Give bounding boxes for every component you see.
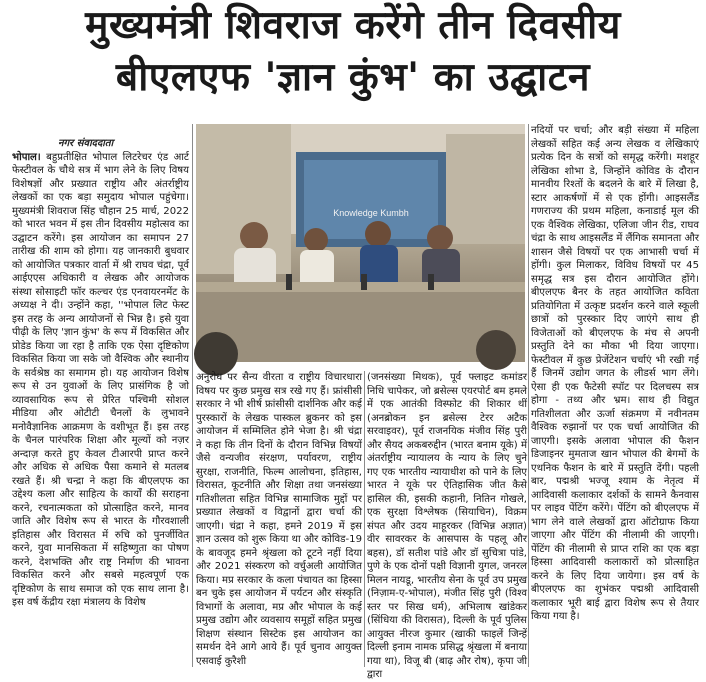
photo-microphone-3 [428, 274, 434, 290]
headline-line-2: बीएलएफ 'ज्ञान कुंभ' का उद्घाटन [115, 55, 591, 100]
photo-table [196, 282, 525, 362]
article-column-1 [12, 137, 189, 667]
column-divider [364, 371, 365, 667]
photo-illustration [196, 124, 525, 362]
photo-banner-text: Knowledge Kumbh [333, 208, 409, 218]
column-divider [528, 124, 529, 667]
photo-table-edge [196, 282, 525, 292]
headline-line-1: मुख्यमंत्री शिवराज करेंगे तीन दिवसीय [85, 3, 621, 48]
column-divider [192, 124, 193, 667]
article-body-1: बहुप्रतीक्षित भोपाल लिटरेचर एंड आर्ट फेस्टीवल के चौथे सत्र में भाग लेने के लिए विषय विशेषज्ञों और प्रख्यात राष्ट्रीय और अंतर्राष्ट्रीय लेखकों का एक बड़ा समुदाय भोपाल पहुंचेगा। मुख्यमंत्री शिवराज सिंह चौहान 25 मार्च, 2022 को भारत भवन में इस तीन दिवसीय महोत्सव का उद्घाटन करेंगे। इस आयोजन का समापन 27 तारीख की शाम को होगा। यह जानकारी बुधवार को आयोजित पत्रकार वार्ता में श्री राघव चंद्रा, पूर्व आईएएस अधिकारी व लेखक और आयोजक संस्था सोसाइटी फॉर कल्चर एंड एनवायरनमेंट के अध्यक्ष ने दी। उन्होंने कहा, ''भोपाल लिट फेस्ट इस तरह के अन्य आयोजनों से भिन्न है। इसे युवा पीढ़ी के लिए 'ज्ञान कुंभ' के रूप में विकसित और प्रोडेड किया जा रहा है ताकि एक ऐसा दृष्टिकोण विकसित किया जा सके जो वैश्विक और स्थानीय के सर्वश्रेष्ठ का समागम हो। यह आयोजन विशेष रूप से उन युवाओं के लिए प्रासंगिक है जो व्यावसायिक रूप से प्रेरित पश्चिमी सोशल मीडिया और ओटीटी चैनलों के लुभावने मनोवैज्ञानिक आक्रमण के वशीभूत हैं। इस तरह के चैनल पारंपरिक शिक्षा और मूल्यों को नज़र अन्दाज़ करते हुए केवल टीआरपी प्राप्त करने और अधिक से अधिक पैसा कमाने से मतलब रखते हैं। श्री चन्द्रा ने कहा कि बीएलएफ का उद्देश्य कला और साहित्य के कार्यों की सराहना करने, रचनात्मकता को प्रोत्साहित करने, मानव जाति और विशेष रूप से भारत के गौरवशाली इतिहास और विरासत में रुचि को पुनर्जीवित करने, युवा मानसिकता में सहिष्णुता का पोषण करने, देशभक्ति और राष्ट्र निर्माण की भावना विकसित करने और सबसे महत्वपूर्ण एक दृष्टिकोण के साथ समाज को एक साथ लाना है। इस वर्ष केंद्रीय रक्षा मंत्रालय के विशेष [12, 151, 189, 608]
article-column-3 [367, 371, 527, 680]
headline [0, 0, 706, 110]
dateline: भोपाल। [12, 151, 41, 163]
article-body-3: (जनसंख्या मिथक), पूर्व फ्लाइट कमांडर निधि चापेकर, जो ब्रसेल्स एयरपोर्ट बम हमले में एक आतंकी विस्फोट की शिकार थीं (अनब्रोकन इन ब्रसेल्स टेरर अटैक सरवाइवर), पूर्व राजनयिक मंजीव सिंह पुरी और सैयद अकबरुद्दीन (भारत बनाम यूके) में अंतर्राष्ट्रीय न्यायालय के न्याय के लिए चुने गए एक भारतीय न्यायाधीश को पाने के लिए भारत ने यूके पर ऐतिहासिक जीत कैसे हासिल की, इसकी कहानी, नितिन गोखले, एक सुरक्षा विश्लेषक (सियाचिन), विक्रम संपत और उदय माहूरकर (विभिन्न अज्ञात) वीर सावरकर के आसपास के पहलू और बहस), डॉ सतीश पांडे और डॉ सुचित्रा पांडे, पुणे के एक दोनों पक्षी विज्ञानी युगल, जनरल मिलन नायडू, भारतीय सेना के पूर्व उप प्रमुख (निज़ाम-ए-भोपाल), मंजीत सिंह पुरी (विश्व स्तर पर सिख धर्म), अभिलाष खांडेकर (सिंधिया की विरासत), दिल्ली के पूर्व पुलिस आयुक्त नीरज कुमार (खाकी फाइलें जिन्हें दिल्ली इनाम नामक प्रसिद्ध श्रृंखला में बनाया गया था), विजू बी (बाढ़ और रोष), कृपा जी द्वारा [367, 372, 527, 680]
photo-audience-head-2 [476, 330, 516, 370]
article-body-4: नदियों पर चर्चा; और बड़ी संख्या में महिला लेखकों सहित कई अन्य लेखक व लेखिकाएं प्रत्येक दिन के सत्रों को समृद्ध करेंगी। मशहूर लेखिका शोभा डे, जिन्होंने कोविड के दौरान मानवीय रिश्तों के बदलने के बारे में लिखा है, स्टार आकर्षणों में से एक होंगी। आइसलैंड गणराज्य की प्रथम महिला, कनाडाई मूल की एक वैश्विक लेखिका, एलिजा जीन रीड, राघव चंद्रा के साथ आइसलैंड में लैंगिक समानता और शासन जैसे विषयों पर एक आभासी चर्चा में होंगी। कुल मिलाकर, विविध विषयों पर 45 समृद्ध सत्र इस दौरान आयोजित होंगे। बीएलएफ बैनर के तहत आयोजित कविता प्रतियोगिता में उत्कृष्ट प्रदर्शन करने वाले स्कूली छात्रों को पुरस्कार दिए जाएंगे साथ ही विजेताओं को बीएलएफ के मंच से अपनी प्रस्तुति देने का मौका भी दिया जाएगा। फेस्टीवल में कुछ प्रेजेंटेशन चर्चाएं भी रखी गई हैं जिनमें उद्योग जगत के लीडर्स भाग लेंगे। ऐसा ही एक फैटेसी स्पॉट पर दिलचस्प सत्र होगा - तथ्य और भ्रम। साथ ही विद्युत गतिशीलता और ऊर्जा संक्रमण में नवीनतम वैश्विक रुझानों पर एक चर्चा आयोजित की जाएगी। इसके अलावा भोपाल की फैशन डिजाइनर मुमताज खान भोपाल की बेगमों के एथनिक फैशन के बारे में प्रस्तुति देंगी। पहली बार, पद्मश्री भज्जू श्याम के नेतृत्व में आदिवासी कलाकार दर्शकों के सामने कैनवास पर लाइव पेंटिंग करेंगे। पेंटिंग को बीएलएफ में भाग लेने वाले लेखकों द्वारा ऑटोग्राफ किया जाएगा और पेंटिंग की नीलामी की जाएगी। पेंटिंग की नीलामी से प्राप्त राशि का एक बड़ा हिस्सा आदिवासी कलाकारों को प्रोत्साहित करने के लिए दिया जायेगा। इस वर्ष के बीएलएफ का शुभंकर पद्मश्री आदिवासी कलाकार भूरी बाई द्वारा विशेष रूप से तैयार किया गया है। [531, 125, 699, 622]
press-conference-photo [196, 124, 525, 362]
photo-window [446, 134, 525, 244]
article-column-4 [531, 124, 699, 667]
byline: नगर संवाददाता [58, 138, 114, 149]
photo-microphone-2 [361, 274, 367, 290]
article-body-2: अनुरोध पर सैन्य वीरता व राष्ट्रीय विचारधारा विषय पर कुछ प्रमुख सत्र रखे गए हैं। फ्रांसीसी सरकार ने भी शीर्ष फ्रांसीसी दार्शनिक और कई पुरस्कारों के लेखक पास्कल ब्रुकनर को इस आयोजन में सम्मिलित होने भेजा है। श्री चंद्रा ने कहा कि तीन दिनों के दौरान विभिन्न विषयों जैसे वन्यजीव संरक्षण, पर्यावरण, राष्ट्रीय सुरक्षा, राजनीति, फिल्म आलोचना, इतिहास, विरासत, कूटनीति और शिक्षा तथा जनसंख्या गतिशीलता सहित विभिन्न सामाजिक मुद्दों पर प्रख्यात लेखकों व विद्वानों द्वारा चर्चा की जाएगी। चंद्रा ने कहा, हमने 2019 में इस ज्ञान उत्सव को शुरू किया था और कोविड-19 के बावजूद हमने श्रृंखला को टूटने नहीं दिया और 2021 संस्करण को वर्चुअली आयोजित किया। मप्र सरकार के कला पंचायत का हिस्सा बन चुके इस आयोजन में पर्यटन और संस्कृति विभागों के अलावा, मप्र और भोपाल के कई प्रमुख उद्योग और व्यवसाय समूहों सहित प्रमुख शिक्षण संस्थान सिस्टेक इस आयोजन का समर्थन देने आगे आये हैं। पूर्व चुनाव आयुक्त एसवाई कुरैशी [196, 372, 362, 667]
photo-audience-head-1 [194, 332, 238, 376]
photo-microphone-1 [286, 274, 292, 290]
article-column-2 [196, 371, 362, 667]
article-text-1 [12, 151, 189, 610]
